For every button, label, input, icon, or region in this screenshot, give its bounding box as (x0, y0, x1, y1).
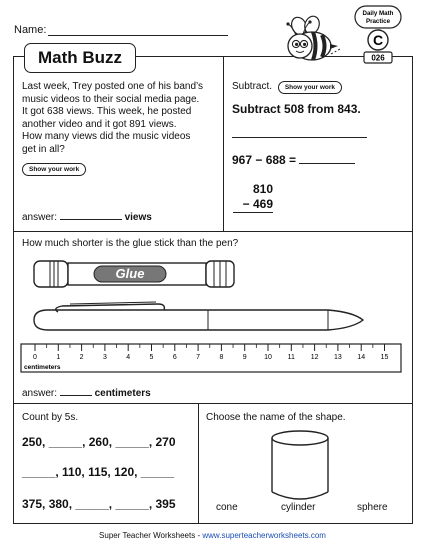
badge-letter: C (372, 32, 384, 48)
problem4-title: Count by 5s. (22, 412, 79, 423)
pen-icon (28, 298, 368, 342)
ruler-tick-label: 4 (126, 354, 131, 361)
ruler (20, 343, 402, 373)
option-cone[interactable]: cone (216, 502, 238, 513)
problem2-prompt: Subtract 508 from 843. (232, 102, 361, 116)
problem5-title: Choose the name of the shape. (206, 412, 346, 423)
problem1-text: Last week, Trey posted one of his band’s music videos to their social media page. It got 638 views. This week, he posted another video and it got 891 views. How many views did the music videos get in all? (22, 81, 204, 155)
problem2-header: Subtract. Show your work (232, 81, 342, 94)
glue-label: Glue (115, 266, 145, 281)
problem2-equation: 967 − 688 = (232, 154, 355, 167)
answer-blank-3[interactable] (60, 395, 92, 396)
glue-stick-icon (30, 255, 240, 293)
equation-blank[interactable] (299, 163, 355, 164)
footer: Super Teacher Worksheets - www.superteacherworksheets.com (99, 531, 326, 540)
count-row-1: 250, _____, 260, _____, 270 (22, 435, 176, 449)
option-cylinder[interactable]: cylinder (281, 502, 316, 513)
answer-blank-1[interactable] (60, 219, 122, 220)
show-work-button-2[interactable]: Show your work (278, 81, 342, 94)
option-sphere[interactable]: sphere (357, 502, 388, 513)
ruler-tick-label: 10 (264, 354, 272, 361)
footer-link[interactable]: www.superteacherworksheets.com (202, 531, 326, 540)
ruler-unit: centimeters (24, 364, 61, 371)
ruler-tick-label: 12 (310, 354, 319, 361)
name-label: Name: (14, 24, 47, 36)
name-input-line[interactable] (48, 35, 228, 36)
show-work-button-1[interactable]: Show your work (22, 163, 86, 176)
vertical-rule (233, 212, 273, 213)
divider-bottom-vertical (198, 403, 199, 524)
bee-icon (282, 14, 340, 66)
vertical-bottom: − 469 (242, 197, 273, 211)
ruler-tick-label: 14 (357, 354, 366, 361)
divider-1 (13, 231, 413, 232)
ruler-tick-label: 1 (56, 354, 61, 361)
worksheet-title: Math Buzz (24, 43, 136, 73)
ruler-tick-label: 8 (219, 354, 224, 361)
ruler-tick-label: 6 (172, 354, 177, 361)
ruler-tick-label: 11 (287, 354, 295, 361)
problem3-answer: answer: centimeters (22, 388, 151, 399)
ruler-tick-label: 13 (334, 354, 342, 361)
daily-practice-badge (352, 4, 404, 66)
count-row-3: 375, 380, _____, _____, 395 (22, 497, 176, 511)
vertical-top: 810 (252, 182, 273, 196)
svg-text:Daily Math: Daily Math (362, 10, 394, 17)
cylinder-icon (268, 428, 332, 504)
ruler-tick-label: 2 (79, 354, 84, 361)
divider-2 (13, 403, 413, 404)
problem2-answer-line[interactable] (232, 137, 367, 138)
count-row-2: _____, 110, 115, 120, _____ (22, 465, 175, 479)
ruler-tick-label: 3 (102, 354, 107, 361)
problem3-question: How much shorter is the glue stick than the pen? (22, 238, 239, 249)
divider-top-vertical (223, 56, 224, 231)
ruler-tick-label: 15 (380, 354, 389, 361)
svg-text:Practice: Practice (365, 18, 391, 25)
ruler-tick-label: 5 (149, 354, 154, 361)
ruler-tick-label: 9 (242, 354, 247, 361)
ruler-tick-label: 0 (33, 354, 37, 361)
ruler-tick-label: 7 (196, 354, 201, 361)
problem1-answer: answer: views (22, 212, 152, 223)
badge-number: 026 (371, 53, 385, 63)
